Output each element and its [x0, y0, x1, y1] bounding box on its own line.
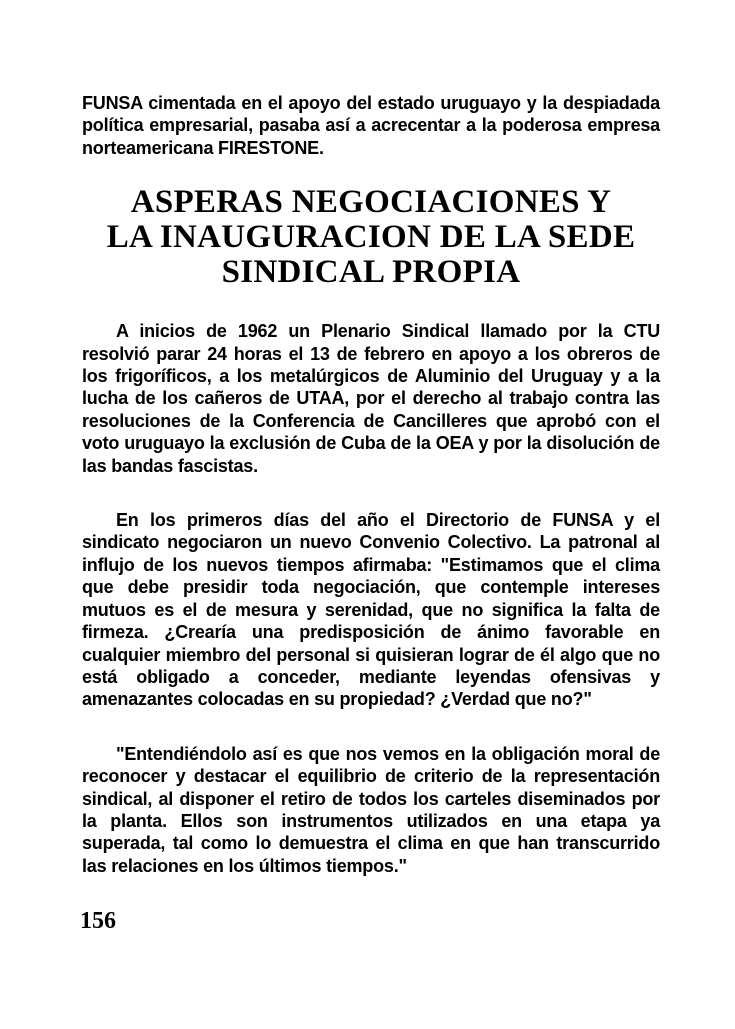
page-content: [82, 92, 660, 877]
paragraph-quote: "Entendiéndolo así es que nos vemos en la obligación moral de reconocer y destacar el equilibrio de criterio de la representación sindical, al disponer el retiro de todos los carteles diseminados por la planta. Ellos son instrumentos utilizados en una etapa ya superada, tal como lo demuestra el clima en que han transcurrido las relaciones en los últimos tiempos.": [82, 743, 660, 876]
paragraph-convenio: En los primeros días del año el Directorio de FUNSA y el sindicato negociaron un nuevo Convenio Colectivo. La patronal al influjo de los nuevos tiempos afirmaba: "Estimamos que el clima que debe presidir toda negociación, que contemple intereses mutuos es el de mesura y serenidad, que no significa la falta de firmeza. ¿Crearía una predisposición de ánimo favorable en cualquier miembro del personal si quisieran lograr de él algo que no está obligado a conceder, mediante leyendas ofensivas y amenazantes colocadas en su propiedad? ¿Verdad que no?": [82, 510, 660, 710]
heading-line-1: ASPERAS NEGOCIACIONES Y: [130, 184, 612, 221]
section-heading: [82, 185, 660, 290]
page-number: 156: [80, 908, 116, 934]
paragraph-plenario: A inicios de 1962 un Plenario Sindical llamado por la CTU resolvió parar 24 horas el 13 de febrero en apoyo a los obreros de los frigoríficos, a los metalúrgicos de Aluminio del Uruguay y a la lucha de los cañeros de UTAA, por el derecho al trabajo contra las resoluciones de la Conferencia de Cancilleres que aprobó con el voto uruguayo la exclusión de Cuba de la OEA y por la disolución de las bandas fascistas.: [82, 321, 660, 476]
heading-line-2: LA INAUGURACION DE LA SEDE: [106, 219, 636, 256]
intro-paragraph: FUNSA cimentada en el apoyo del estado uruguayo y la despiadada política empresarial, pasaba así a acrecentar a la poderosa empresa norteamericana FIRESTONE.: [82, 93, 660, 158]
heading-line-3: SINDICAL PROPIA: [221, 254, 521, 291]
